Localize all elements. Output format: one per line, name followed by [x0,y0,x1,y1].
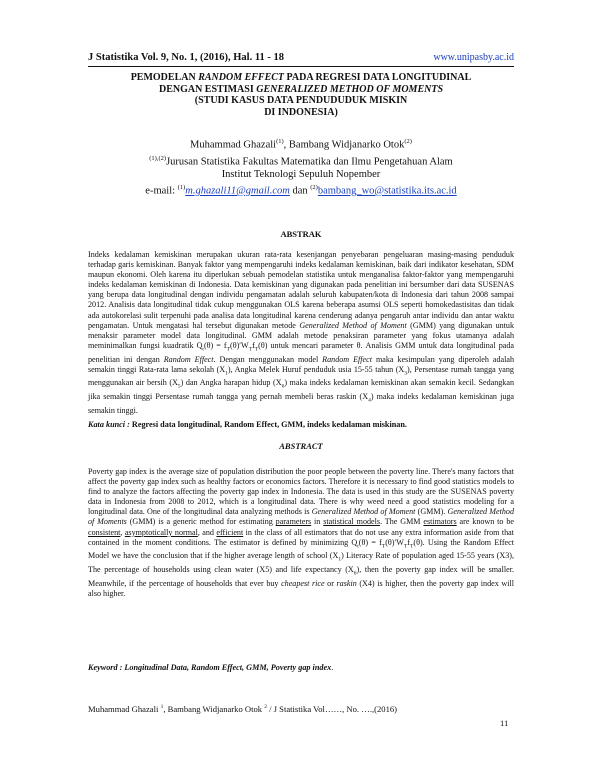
journal-citation: J Statistika Vol. 9, No. 1, (2016), Hal. 11 - 18 [88,52,285,63]
affiliation-line-2: Institut Teknologi Sepuluh Nopember [221,169,381,180]
kata-kunci: Kata kunci : Regresi data longitudinal, Random Effect, GMM, indeks kedalaman miskinan. [88,420,407,429]
abstrak-heading: ABSTRAK [280,229,322,239]
author-names: Muhammad Ghazali$^{(1)}$, Bambang Widjanarko Otok$^{(2)}$ [190,138,412,151]
running-header [88,52,514,63]
keyword-line: Keyword : Longitudinal Data, Random Effect, GMM, Poverty gap index. [88,663,334,672]
abstract-heading: ABSTRACT [279,441,323,451]
email-line: e-mail: $^{(1)}$m.ghazali11@gmail.com dan $^{(2)}$bambang_wo@statistika.its.ac.id [145,184,457,197]
header-rule [88,66,514,67]
page-number: 11 [500,718,509,728]
journal-url-link[interactable]: www.unipasby.ac.id [433,52,514,63]
title-line-4: DI INDONESIA) [264,106,338,118]
title-line-3: (STUDI KASUS DATA PENDUDUDUK MISKIN [194,95,408,106]
title-line-1: PEMODELAN RANDOM EFFECT PADA REGRESI DATA LONGITUDINAL [130,72,472,83]
running-footer: Muhammad Ghazali $^1$, Bambang Widjanarko Otok $^2$ / J Statistika Vol……, No. ….,(2016) [88,704,398,714]
affiliation-line-1: $^{(1),(2)}$Jurusan Statistika Fakultas Matematika dan Ilmu Pengetahuan Alam [149,154,453,167]
title-line-2: DENGAN ESTIMASI GENERALIZED METHOD OF MOMENTS [158,83,444,95]
email-1-link[interactable]: m.ghazali11@gmail.com [185,185,290,197]
email-2-link[interactable]: bambang_wo@statistika.its.ac.id [317,185,457,197]
abstract-paragraph: Poverty gap index is the average size of population distribution the poor people between the poverty line. There's many factors that affect the poverty gap index such as healthy factors or economics factors. Therefore it is necessary to find good statistics models to find to analyze the factors affecting the poverty gap index in Indonesia. The data is used in this study are the SUSENAS poverty data in Indonesia from 2008 to 2012, which is a longitudinal data. There is why weed need a good statistics modeling for a longitudinal data. One of the longitudinal data analyzing methods is Generalized Method of Moment (GMM). Generalized Method of Moments (GMM) is a generic method for estimating parameters in statistical models. The GMM estimators are known to be consistent, asymptotically normal, and efficient in the class of all estimators that do not use any extra information aside from that contained in the moment conditions. The estimator is defined by minimizing $Q_t(\theta) = f_T(\theta)'W_Tf_T(\theta)$. Using the Random Effect Model we have the conclusion that if the higher average length of school $(X_1)$ Literacy Rate of population aged 15-55 years (X3), The percentage of households using clean water (X5) and life expectancy $(X_6)$, then the poverty gap index will be smaller. Meanwhile, if the percentage of households that ever buy cheapest rice or raskin (X4) is higher, then the poverty gap index will also higher. [88,467,515,598]
abstrak-paragraph: Indeks kedalaman kemiskinan merupakan ukuran rata-rata kesenjangan penyebaran pengeluaran masing-masing penduduk terhadap garis kemiskinan. Banyak faktor yang mempengaruhi indeks kedalaman kemiskinan, baik dari indikator kesehatan, SDM maupun ekonomi. Oleh karena itu diperlukan sebuah pemodelan statistika untuk menganalisa faktor-faktor yang mempengaruhi indeks kedalaman kemiskinan di Indonesia. Data kemiskinan yang digunakan pada penelitian ini bersumber dari data SUSENAS yang berupa data longitudinal dengan individu pengamatan adalah seluruh kabupaten/kota di Indonesia dari tahun 2008 sampai 2012. Analisis data longitudinal tidak cukup menggunakan OLS karena beberapa asumsi OLS seperti homokedastisitas dan tidak ada autokorelasi sulit terpenuhi pada analisa data longitudinal karena cenderung adanya pengaruh antar individu dan antar waktu pengamatan. Untuk mengatasi hal tersebut digunakan metode Generalized Method of Moment (GMM) yang digunakan untuk menaksir parameter model data longitudinal. GMM adalah metode penaksiran parameter yang fokus utamanya adalah meminimalkan fungsi kuadratik $Q_t(\theta) = f_T(\theta)'W_Tf_T(\theta)$ untuk mencari parameter θ. Analisis GMM untuk data longitudinal pada penelitian ini dengan Random Effect. Dengan menggunakan model Random Effect maka kesimpulan yang diperoleh adalah semakin tinggi Rata-rata lama sekolah $(X_1)$, Angka Melek Huruf penduduk usia 15-55 tahun $(X_3)$, Persentase rumah tangga yang menggunakan air bersih $(X_5)$ dan Angka harapan hidup $(X_6)$ maka indeks kedalaman kemiskinan akan semakin kecil. Sedangkan jika semakin tinggi Persentase rumah tangga yang pernah membeli beras raskin $(X_4)$ maka indeks kedalaman kemiskinan juga semakin tinggi. [88,250,515,415]
author-block [88,135,514,198]
paper-title [88,72,514,118]
